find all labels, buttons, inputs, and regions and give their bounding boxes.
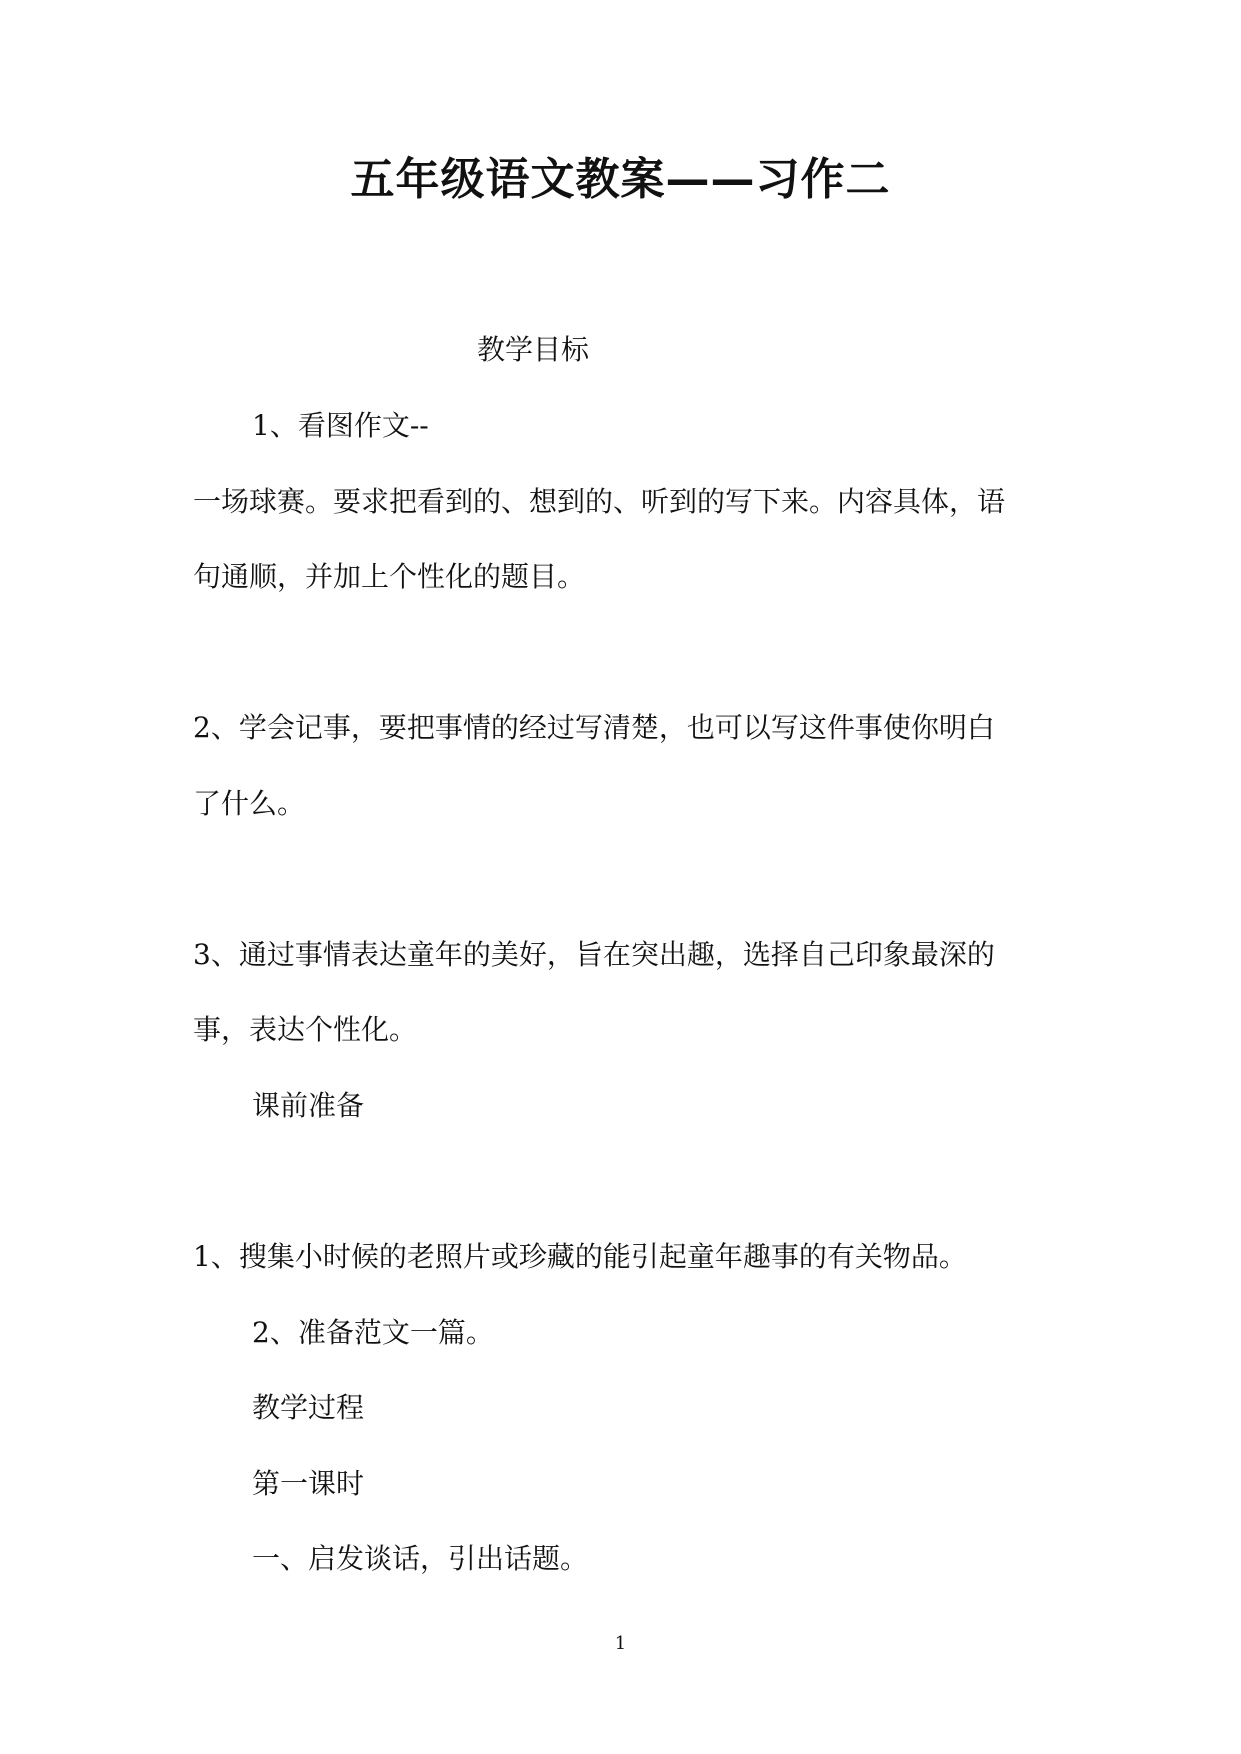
- objective-3-line-2: 事，表达个性化。: [193, 1013, 418, 1046]
- objective-1-line-3: 句通顺，并加上个性化的题目。: [193, 560, 586, 593]
- objective-1-line-1: 1、看图作文--: [252, 409, 429, 442]
- process-heading: 教学过程: [252, 1391, 365, 1424]
- objective-2-line-1: 2、学会记事，要把事情的经过写清楚，也可以写这件事使你明白: [193, 711, 995, 744]
- document-title: 五年级语文教案——习作二: [350, 154, 891, 205]
- objectives-heading: 教学目标: [477, 333, 590, 366]
- preparation-item-1: 1、搜集小时候的老照片或珍藏的能引起童年趣事的有关物品。: [193, 1240, 967, 1273]
- preparation-heading: 课前准备: [252, 1089, 365, 1122]
- objective-1-line-2: 一场球赛。要求把看到的、想到的、听到的写下来。内容具体，语: [193, 485, 1006, 518]
- lesson-heading: 第一课时: [252, 1467, 365, 1500]
- objective-2-line-2: 了什么。: [193, 787, 306, 820]
- preparation-item-2: 2、准备范文一篇。: [252, 1316, 494, 1349]
- page-number: 1: [614, 1633, 627, 1654]
- step-1: 一、启发谈话，引出话题。: [252, 1542, 589, 1575]
- objective-3-line-1: 3、通过事情表达童年的美好，旨在突出趣，选择自己印象最深的: [193, 938, 995, 971]
